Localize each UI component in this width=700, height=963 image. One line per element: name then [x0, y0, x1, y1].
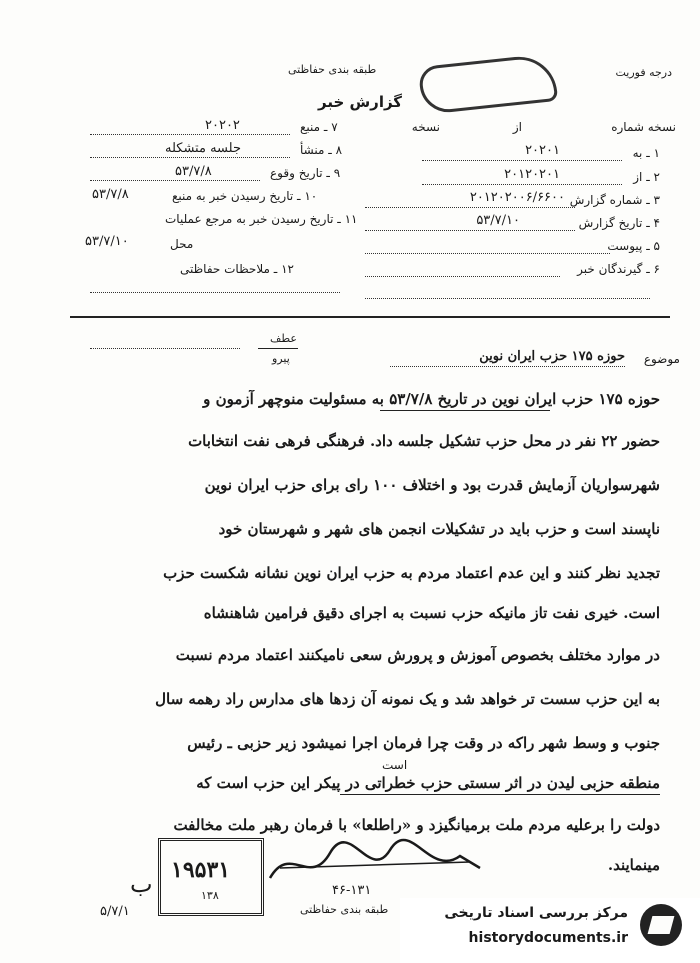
body-line-6: است. خیری نفت تاز مانیکه حزب نسبت به اجرای دقیق فرامین شاهنشاه [203, 604, 660, 622]
body-underline-1 [380, 410, 550, 411]
body-line-7: در موارد مختلف بخصوص آموزش و پرورش سعی نامیکنند اعتماد مردم نسبت [175, 646, 660, 664]
field-from-label: ۲ ـ از [633, 170, 660, 184]
body-line-11: دولت را برعلیه مردم ملت برمیانگیزد و «راطلعا» با فرمان رهبر ملت مخالفت [173, 816, 660, 834]
margin-note: ۵/۷/۱ [100, 904, 130, 919]
body-insert-note: است [382, 758, 408, 772]
field-received-by-ops-label: ۱۱ ـ تاریخ رسیدن خبر به مرجع عملیات [165, 212, 358, 226]
stamp-number: ۱۹۵۳۱ [171, 857, 231, 883]
classification-handwritten-stamp [418, 53, 558, 115]
subject-value: حوزه ۱۷۵ حزب ایران نوین [479, 349, 625, 364]
field-received-by-source-value: ۵۳/۷/۸ [92, 187, 129, 202]
field-from-value: ۲۰۱۲۰۲۰۱ [504, 167, 560, 182]
subject-label: موضوع [643, 352, 680, 366]
copy-number-label: نسخه شماره [611, 120, 676, 134]
field-source-label: ۷ ـ منبع [300, 120, 338, 134]
body-line-10: منطقه حزبی لیدن در اثر سستی حزب خطراتی در پیکر این حزب است که [196, 774, 660, 792]
classification-label: طبقه بندی حفاظتی [288, 63, 377, 76]
body-underline-10 [340, 794, 660, 795]
field-report-number-dots [365, 207, 575, 208]
field-origin-dots [90, 157, 290, 158]
reference-atf-label: عطف [270, 332, 297, 345]
field-recipients-dots-2 [365, 298, 650, 299]
field-event-date-value: ۵۳/۷/۸ [175, 164, 212, 179]
field-source-dots [90, 134, 290, 135]
archive-logo-icon [640, 904, 682, 946]
stamp-sub-number: ۱۳۸ [201, 889, 219, 902]
margin-mark: ب [130, 870, 153, 898]
field-place-value: ۵۳/۷/۱۰ [85, 234, 129, 249]
field-report-number-value: ۲۰۱۲۰۲۰۰۶/۶۶۰۰ [469, 190, 565, 205]
copy-suffix-label: نسخه [411, 120, 440, 134]
field-to-value: ۲۰۲۰۱ [525, 143, 560, 158]
field-to-dots [422, 160, 622, 161]
body-line-1: حوزه ۱۷۵ حزب ایران نوین در تاریخ ۵۳/۷/۸ به مسئولیت منوچهر آزمون و [203, 390, 660, 408]
field-attachment-label: ۵ ـ پیوست [607, 239, 660, 253]
body-line-8: به این حزب سست تر خواهد شد و یک نمونه آن زدها های مدارس راد رهمه سال [155, 690, 660, 708]
subject-dots [390, 366, 625, 367]
registration-stamp [158, 838, 264, 916]
field-to-label: ۱ ـ به [632, 146, 660, 160]
signature-scribble [260, 838, 490, 896]
footer-code: ۴۶-۱۳۱ [332, 883, 372, 898]
body-line-12: مینمایند. [607, 856, 660, 874]
watermark-url: historydocuments.ir [468, 930, 628, 946]
field-place-label: محل [170, 237, 194, 251]
atf-divider [258, 348, 298, 349]
field-origin-label: ۸ ـ منشأ [300, 143, 343, 157]
reference-peyro-label: پیرو [272, 352, 290, 365]
report-title: گزارش خبر [318, 93, 403, 111]
body-line-3: شهرسواریان آزمایش قدرت بود و اختلاف ۱۰۰ رای برای حزب ایران نوین [204, 476, 660, 494]
field-from-dots [422, 184, 622, 185]
field-security-notes-dots [90, 292, 340, 293]
body-line-5: تجدید نظر کنند و این عدم اعتماد مردم به حزب ایران نوین نشانه شکست حزب [163, 564, 660, 582]
field-attachment-dots [365, 253, 610, 254]
watermark-title: مرکز بررسی اسناد تاریخی [444, 905, 628, 921]
header-separator [70, 316, 670, 318]
body-line-9: جنوب و وسط شهر راکه در وقت چرا فرمان اجرا نمیشود زیر حزبی ـ رئیس [187, 734, 660, 752]
priority-label: درجه فوریت [615, 66, 672, 79]
field-report-date-value: ۵۳/۷/۱۰ [476, 213, 520, 228]
field-origin-value: جلسه متشکله [165, 141, 241, 156]
field-report-date-dots [365, 230, 575, 231]
field-received-by-source-label: ۱۰ ـ تاریخ رسیدن خبر به منبع [172, 189, 318, 203]
field-report-number-label: ۳ ـ شماره گزارش [569, 193, 660, 207]
footer-classification-label: طبقه بندی حفاظتی [300, 903, 389, 916]
field-security-notes-label: ۱۲ ـ ملاحظات حفاظتی [180, 262, 294, 276]
field-recipients-label: ۶ ـ گیرندگان خبر [577, 262, 660, 276]
field-event-date-label: ۹ ـ تاریخ وقوع [270, 166, 341, 180]
body-line-2: حضور ۲۲ نفر در محل حزب تشکیل جلسه داد. فرهنگی فرهی نفت انتخابات [188, 432, 660, 450]
atf-dots [90, 348, 240, 349]
field-source-value: ۲۰۲۰۲ [205, 118, 240, 133]
field-recipients-dots [365, 276, 560, 277]
copy-of-label: از [512, 120, 522, 134]
field-event-date-dots [90, 180, 260, 181]
field-report-date-label: ۴ ـ تاریخ گزارش [578, 216, 660, 230]
body-line-4: ناپسند است و حزب باید در تشکیلات انجمن های شهر و شهرستان خود [218, 520, 660, 538]
